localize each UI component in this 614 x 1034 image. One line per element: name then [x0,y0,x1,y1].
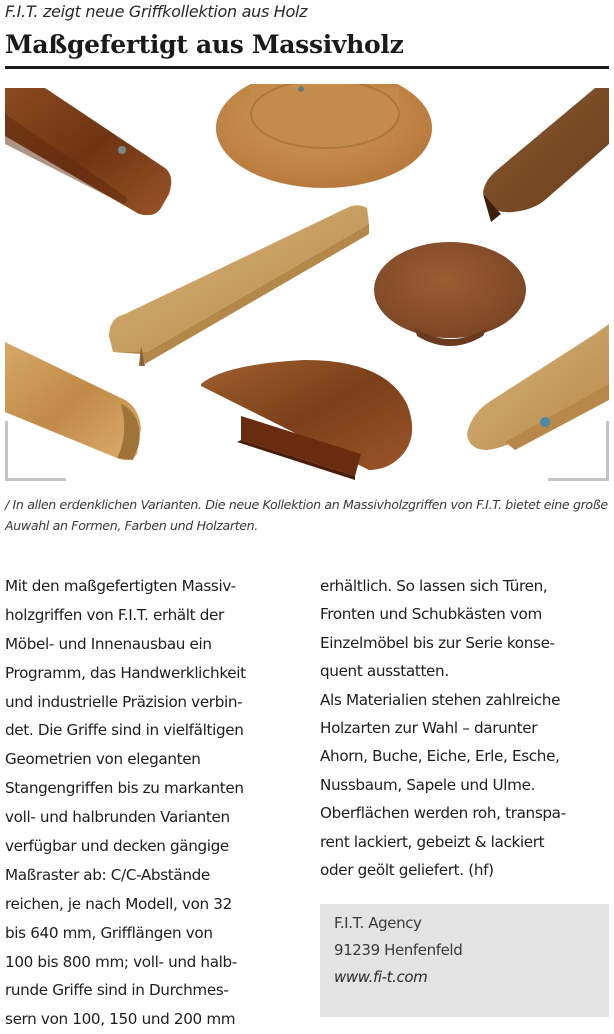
body-line: runde Griffe sind in Durchmes- [5,981,229,1000]
body-column-right [320,572,614,884]
headline: Maßgefertigt aus Massivholz [5,30,404,59]
body-column-left [5,572,305,1034]
body-line: det. Die Griffe sind in vielfältigen [5,721,244,740]
body-line: Geometrien von eleganten [5,750,201,769]
body-line: Ahorn, Buche, Eiche, Erle, Esche, [320,747,560,766]
body-line: verfügbar und decken gängige [5,837,229,856]
kicker: F.I.T. zeigt neue Griffkollektion aus Holz [5,2,308,21]
corner-bracket-bottom-right [548,421,609,481]
body-line: Einzelmöbel bis zur Serie konse- [320,633,555,652]
body-line: Nussbaum, Sapele und Ulme. [320,775,536,794]
body-line: Fronten und Schubkästen vom [320,605,542,624]
body-line: Stangengriffen bis zu markanten [5,779,244,798]
body-line: Programm, das Handwerklichkeit [5,663,246,682]
body-line: erhältlich. So lassen sich Türen, [320,577,548,595]
headline-rule [5,66,609,69]
company-address: 91239 Henfenfeld [334,941,463,959]
body-line: bis 640 mm, Grifflängen von [5,923,213,942]
wood-handles-illustration [5,84,609,480]
company-website-link[interactable]: www.fi-t.com [334,968,428,986]
body-line: holzgriffen von F.I.T. erhält der [5,605,224,624]
body-line: oder geölt geliefert. (hf) [320,860,494,879]
body-line: 100 bis 800 mm; voll- und halb- [5,952,237,971]
body-line: Oberflächen werden roh, transpa- [320,804,566,823]
body-line: Maßraster ab: C/C-Abstände [5,865,210,884]
body-line: sern von 100, 150 und 200 mm [5,1010,236,1029]
body-line: Holzarten zur Wahl – darunter [320,718,538,737]
body-line: Mit den maßgefertigten Massiv- [5,577,236,595]
body-line: und industrielle Präzision verbin- [5,692,243,711]
body-line: quent ausstatten. [320,662,449,681]
company-name: F.I.T. Agency [334,914,422,932]
body-line: rent lackiert, gebeizt & lackiert [320,832,545,851]
body-line: voll- und halbrunden Varianten [5,808,230,827]
photo-caption: / In allen erdenklichen Varianten. Die neue Kollektion an Massivholzgriffen von F.I.T. bietet eine große Auwahl an Formen, Farben und Holzarten. [5,497,608,533]
contact-infobox [320,904,609,1017]
body-line: Möbel- und Innenausbau ein [5,634,212,653]
body-line: reichen, je nach Modell, von 32 [5,894,232,913]
body-line: Als Materialien stehen zahlreiche [320,690,561,709]
product-photo [5,84,609,480]
corner-bracket-bottom-left [5,421,66,481]
